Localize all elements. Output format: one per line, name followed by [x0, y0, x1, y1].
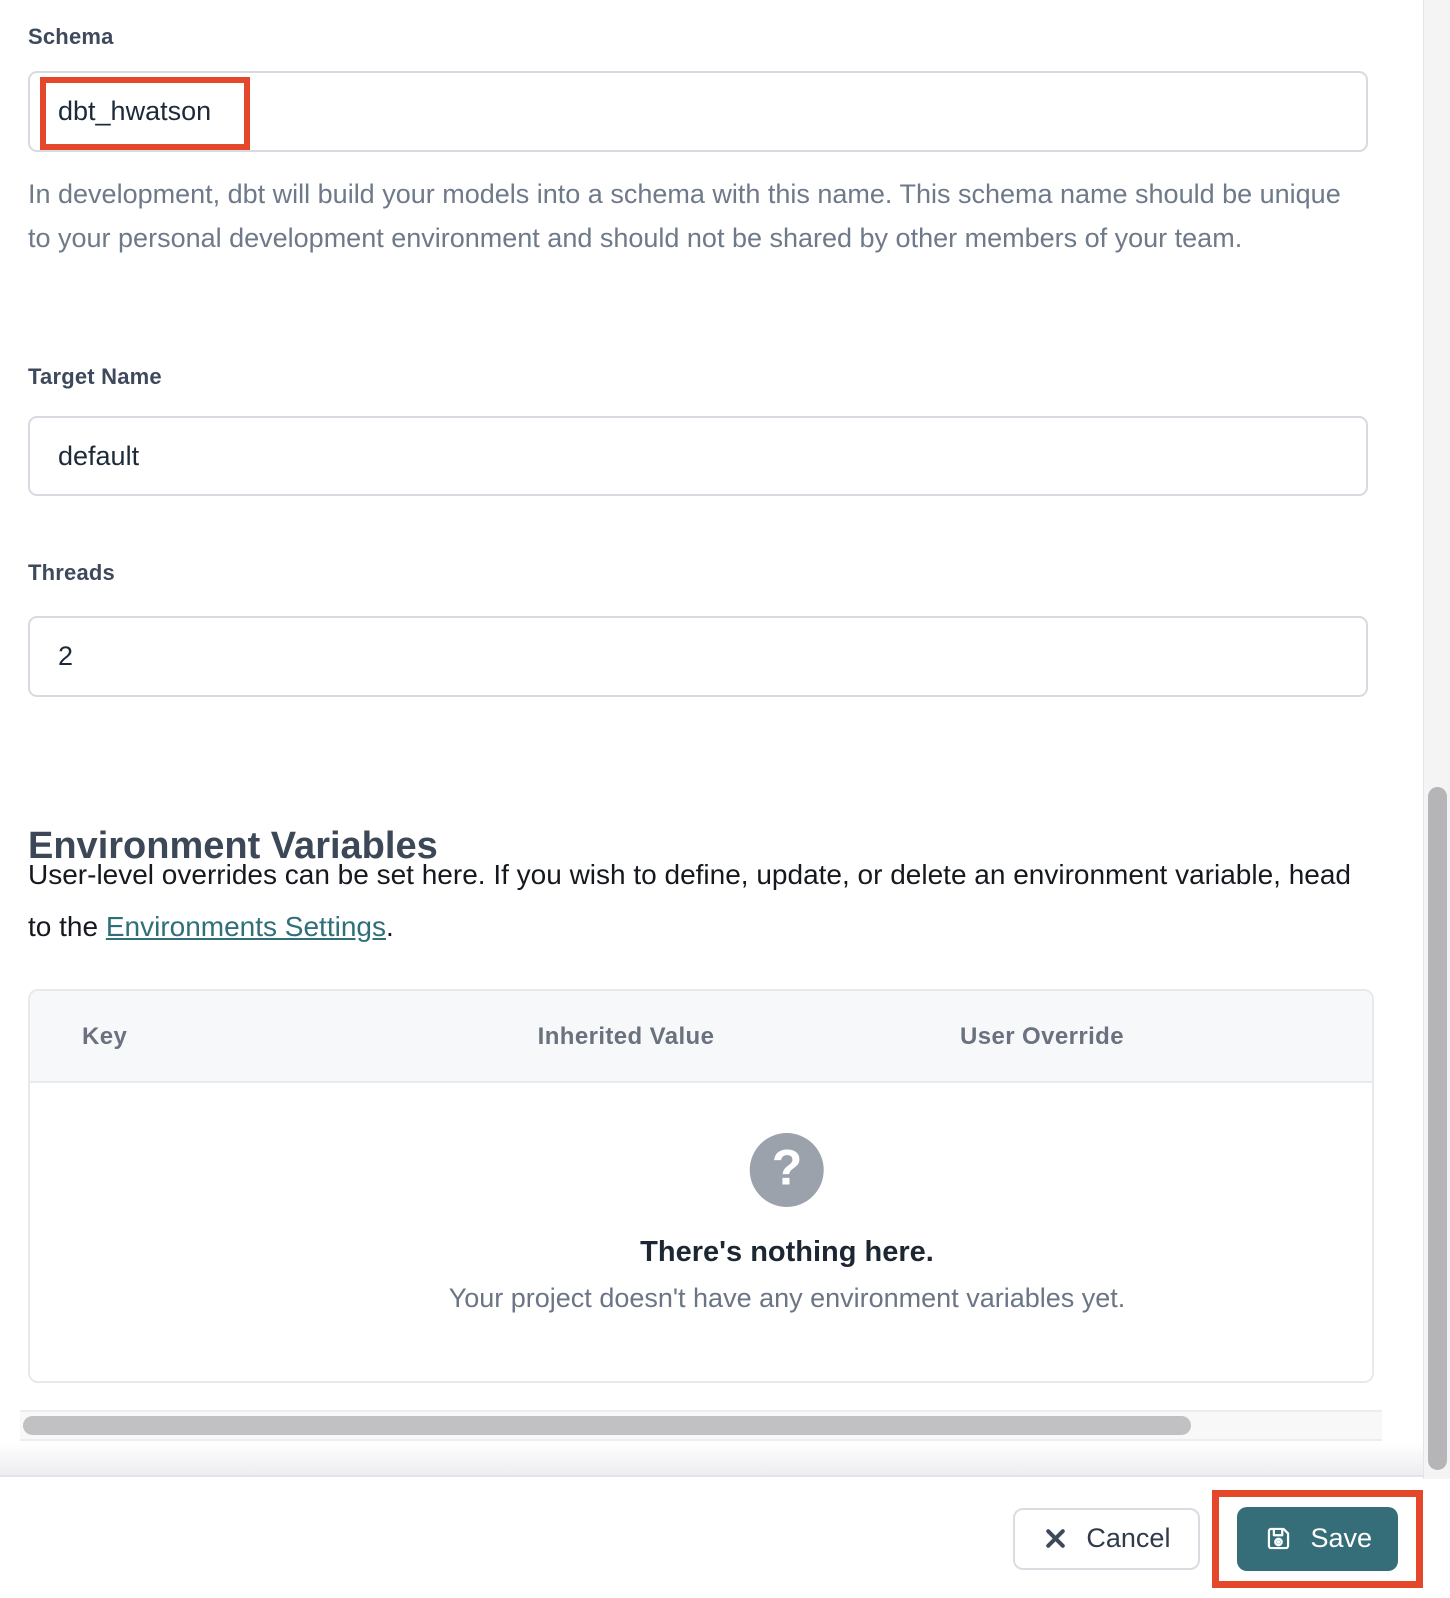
- save-button[interactable]: [1237, 1507, 1398, 1571]
- close-icon: [1043, 1526, 1068, 1551]
- description-text: User-level overrides can be set here. If you wish to define, update, or delete an environment variable, head to the: [28, 859, 1351, 942]
- footer-action-bar: [0, 1479, 1450, 1598]
- environments-settings-link[interactable]: Environments Settings: [105, 911, 386, 942]
- vertical-scrollbar-thumb[interactable]: [1428, 787, 1447, 1470]
- column-header-key: Key: [82, 1023, 128, 1050]
- cancel-button[interactable]: [1013, 1508, 1200, 1570]
- target-name-input[interactable]: [28, 416, 1368, 496]
- save-button-label: Save: [1310, 1523, 1372, 1553]
- threads-input[interactable]: [28, 616, 1368, 697]
- column-header-inherited-value: Inherited Value: [537, 1023, 715, 1050]
- empty-state: [449, 1133, 1126, 1314]
- environment-variables-table: [28, 989, 1374, 1383]
- horizontal-scrollbar[interactable]: [20, 1410, 1382, 1441]
- threads-label: Threads: [28, 560, 115, 585]
- empty-state-title: There's nothing here.: [640, 1236, 934, 1268]
- table-header-row: [30, 991, 1372, 1083]
- question-circle-icon: [750, 1133, 824, 1207]
- description-period: .: [385, 911, 394, 942]
- empty-state-subtitle: Your project doesn't have any environment variables yet.: [448, 1283, 1126, 1313]
- column-header-user-override: User Override: [960, 1023, 1124, 1050]
- table-body: [30, 1083, 1372, 1381]
- schema-input[interactable]: [28, 71, 1368, 152]
- horizontal-scrollbar-thumb[interactable]: [23, 1416, 1191, 1435]
- target-name-label: Target Name: [28, 364, 162, 389]
- schema-help-text: In development, dbt will build your models into a schema with this name. This schema name should be unique to your personal development environment and should not be shared by other members of your team.: [28, 179, 1341, 253]
- save-button-highlight-annotation: [1212, 1490, 1423, 1588]
- cancel-button-label: Cancel: [1086, 1523, 1171, 1553]
- footer-shadow-divider: [0, 1443, 1424, 1477]
- environment-variables-description: [28, 849, 1358, 953]
- vertical-scrollbar[interactable]: [1423, 0, 1450, 1479]
- save-floppy-icon: [1263, 1523, 1294, 1554]
- schema-label: Schema: [28, 24, 114, 49]
- environment-variables-title: Environment Variables: [28, 824, 438, 867]
